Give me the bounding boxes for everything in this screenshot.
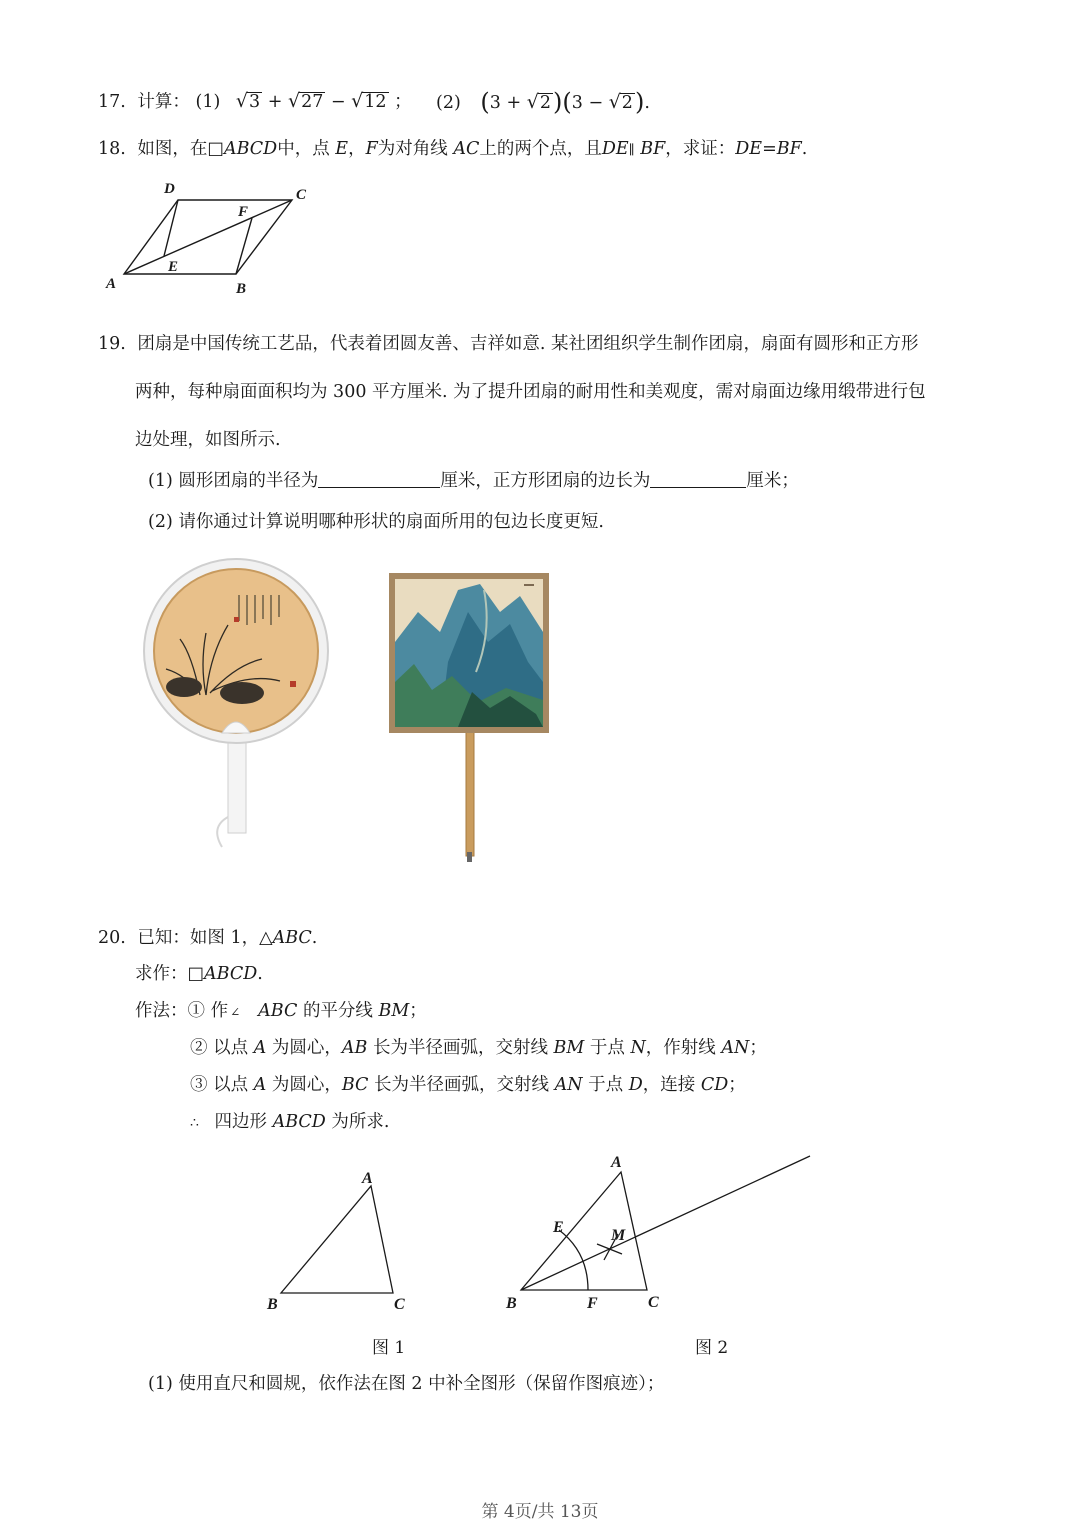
q20-var: A	[253, 1075, 267, 1095]
label-a: A	[106, 276, 117, 292]
q18-text: 中，点	[277, 139, 330, 159]
radical-sign: √	[351, 90, 364, 112]
q20-text: 已知：如图 1，	[137, 928, 260, 948]
operator: −	[330, 92, 346, 112]
q19-sub1	[148, 467, 799, 492]
q20-text: 于点	[588, 1075, 624, 1095]
radical-sign: √	[608, 91, 621, 113]
q20-triangle: △ABC	[259, 928, 312, 948]
q20-var: AN	[721, 1038, 750, 1058]
q20-text: 为所求.	[331, 1112, 390, 1132]
q18-diagonal: AC	[453, 139, 480, 159]
q18-text: 如图，在	[137, 139, 208, 159]
label-m: M	[611, 1227, 626, 1244]
q20-var: ABCD	[272, 1112, 326, 1132]
q19-sub1-text: (1) 圆形团扇的半径为	[148, 471, 319, 491]
q18-proof-goal: DE=BF	[735, 139, 802, 159]
q20-var: A	[253, 1038, 267, 1058]
q20-step-1	[135, 997, 427, 1022]
label-a: A	[362, 1170, 373, 1187]
q19-sub2: (2) 请你通过计算说明哪种形状的扇面所用的包边长度更短.	[148, 512, 604, 532]
q17-expression-2	[480, 88, 650, 116]
q20-var: CD	[700, 1075, 729, 1095]
q20-given	[98, 924, 317, 949]
q20-method-label: 作法：	[135, 1001, 188, 1021]
radicand: 2	[621, 93, 633, 113]
q20-parallelogram: □ABCD	[187, 964, 258, 984]
parallelogram-symbol: □	[207, 139, 224, 159]
q20-text: 长为半径画弧，交射线	[374, 1075, 550, 1095]
label-e: E	[168, 259, 179, 275]
round-fan-image	[140, 555, 336, 855]
q18-point-e: E	[335, 139, 349, 159]
label-b: B	[267, 1296, 278, 1313]
label-f: F	[587, 1295, 598, 1312]
q20-angle-abc: ABC	[258, 1001, 298, 1021]
q20-var: BM	[553, 1038, 585, 1058]
q19-text: 团扇是中国传统工艺品，代表着团圆友善、吉祥如意. 某社团组织学生制作团扇，扇面有圆形和正方形	[137, 334, 919, 354]
punctuation: .	[644, 93, 650, 113]
q17-part2	[436, 88, 650, 116]
term: 3	[571, 93, 583, 113]
angle-symbol: ∠	[230, 1005, 241, 1019]
left-paren: (	[480, 88, 490, 116]
radicand: 27	[301, 92, 324, 112]
label-c: C	[394, 1296, 405, 1313]
q20-var: BC	[341, 1075, 369, 1095]
q20-text: ③ 以点	[190, 1075, 249, 1095]
q17-part2-label: (2)	[436, 93, 461, 113]
square-fan-image	[388, 572, 550, 866]
punctuation: ；	[728, 1075, 746, 1095]
answer-blank[interactable]	[650, 471, 746, 488]
radicand: 2	[539, 93, 551, 113]
label-b: B	[506, 1295, 517, 1312]
q20-var: D	[628, 1075, 643, 1095]
q20-text: ① 作	[187, 1001, 229, 1021]
q18-abcd: ABCD	[223, 139, 278, 159]
fan-handle	[466, 730, 474, 862]
q18-text: ，求证：	[665, 139, 736, 159]
label-a: A	[611, 1154, 622, 1171]
q20-text: 为圆心，	[271, 1075, 342, 1095]
q19-number: 19.	[98, 334, 126, 354]
radicand: 12	[364, 92, 387, 112]
q20-construct	[135, 960, 263, 985]
q17-line	[98, 88, 412, 113]
right-paren: )	[634, 88, 645, 116]
q18-point-f: F	[365, 139, 378, 159]
punctuation: ；	[409, 1001, 427, 1021]
radical-sign: √	[287, 90, 301, 112]
q20-text: 于点	[589, 1038, 625, 1058]
q20-var: AN	[554, 1075, 583, 1095]
q18-number: 18.	[98, 139, 126, 159]
operator: −	[588, 93, 604, 113]
q19-line-1	[98, 330, 919, 355]
punctuation: ，	[348, 139, 366, 159]
operator: +	[506, 93, 522, 113]
q20-text: 的平分线	[302, 1001, 373, 1021]
q20-conclusion	[190, 1108, 389, 1133]
q20-figure-2	[498, 1148, 814, 1316]
q20-step-3	[190, 1071, 746, 1096]
right-paren: )	[552, 88, 563, 116]
label-b: B	[236, 281, 247, 297]
left-paren: (	[562, 88, 572, 116]
q17-number: 17.	[98, 92, 126, 112]
q20-var: AB	[341, 1038, 368, 1058]
q18-segment-de: DE	[601, 139, 629, 159]
q17-part1-label: (1)	[195, 92, 221, 112]
q17-label: 计算：	[137, 92, 190, 112]
q20-text: ，连接	[642, 1075, 696, 1095]
q20-text: 为圆心，	[271, 1038, 342, 1058]
punctuation: ；	[749, 1038, 767, 1058]
q20-step-2	[190, 1034, 767, 1059]
figure-1-caption: 图 1	[372, 1338, 406, 1358]
radical-sign: √	[526, 91, 539, 113]
q19-line-3: 边处理，如图所示.	[135, 430, 281, 450]
label-e: E	[553, 1219, 564, 1236]
q18-segment-bf: BF	[640, 139, 666, 159]
punctuation: ；	[394, 92, 412, 112]
q20-text: ② 以点	[190, 1038, 249, 1058]
radical-sign: √	[235, 90, 248, 112]
q19-sub1-text: 厘米；	[746, 471, 799, 491]
page-footer: 第 4页/共 13页	[481, 1502, 599, 1522]
q20-text: 长为半径画弧，交射线	[372, 1038, 548, 1058]
q18-parallelogram-figure	[100, 176, 320, 300]
q20-text: 四边形	[214, 1112, 267, 1132]
q19-sub1-text: 厘米，正方形团扇的边长为	[440, 471, 651, 491]
q20-bisector: BM	[378, 1001, 410, 1021]
radicand: 3	[248, 92, 261, 112]
q18-text: 上的两个点，且	[479, 139, 602, 159]
label-f: F	[238, 204, 249, 220]
therefore-symbol: ∴	[190, 1115, 199, 1131]
q20-sub1: (1) 使用直尺和圆规，依作法在图 2 中补全图形（保留作图痕迹）；	[148, 1374, 665, 1394]
q20-figure-1	[262, 1162, 422, 1314]
term: 3	[489, 93, 501, 113]
figure-2-caption: 图 2	[695, 1338, 729, 1358]
label-c: C	[296, 187, 307, 203]
punctuation: .	[801, 139, 808, 159]
q18-text: 为对角线	[377, 139, 448, 159]
answer-blank[interactable]	[318, 471, 440, 488]
label-d: D	[164, 181, 175, 197]
operator: +	[267, 92, 283, 112]
q20-number: 20.	[98, 928, 126, 948]
punctuation: .	[311, 928, 318, 948]
q17-expression-1	[236, 92, 412, 112]
q20-text: 求作：	[135, 964, 188, 984]
q20-var: N	[630, 1038, 646, 1058]
q20-text: ，作射线	[645, 1038, 716, 1058]
q18-line	[98, 135, 807, 160]
parallel-symbol: ∥	[628, 143, 635, 158]
q19-line-2: 两种，每种扇面面积均为 300 平方厘米. 为了提升团扇的耐用性和美观度，需对扇面边缘用缎带进行包	[135, 382, 926, 402]
label-c: C	[648, 1294, 659, 1311]
punctuation: .	[257, 964, 263, 984]
